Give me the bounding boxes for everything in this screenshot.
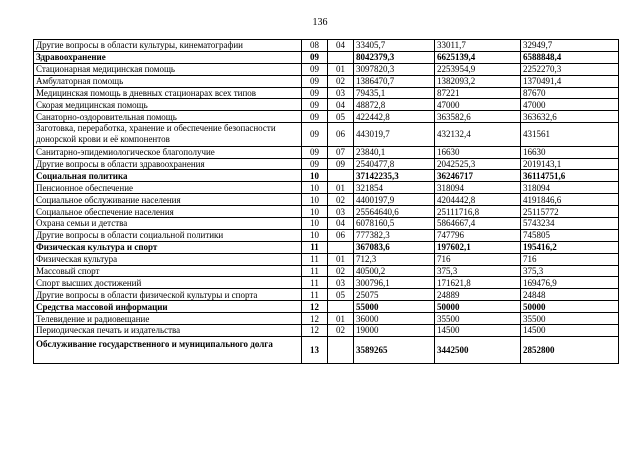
row-value-3: 431561 [521, 123, 619, 146]
row-chapter-code: 09 [302, 63, 328, 75]
row-subsection-code: 03 [328, 277, 354, 289]
row-value-2: 35500 [435, 313, 521, 325]
row-chapter-code: 08 [302, 40, 328, 52]
row-subsection-code: 02 [328, 265, 354, 277]
row-chapter-code: 11 [302, 265, 328, 277]
row-subsection-code: 03 [328, 87, 354, 99]
table-row [34, 75, 619, 87]
row-value-1: 55000 [354, 301, 435, 313]
row-value-2: 171621,8 [435, 277, 521, 289]
table-row [34, 194, 619, 206]
row-chapter-code: 11 [302, 289, 328, 301]
row-value-2: 25111716,8 [435, 206, 521, 218]
row-value-1: 19000 [354, 324, 435, 336]
table-row [34, 241, 619, 253]
row-value-2: 432132,4 [435, 123, 521, 146]
row-chapter-code: 09 [302, 111, 328, 123]
row-chapter-code: 09 [302, 158, 328, 170]
row-name: Стационарная медицинская помощь [34, 63, 302, 75]
table-row [34, 324, 619, 336]
row-subsection-code: 02 [328, 194, 354, 206]
row-name: Средства массовой информации [34, 301, 302, 313]
row-subsection-code: 03 [328, 206, 354, 218]
row-chapter-code: 10 [302, 194, 328, 206]
row-value-3: 745805 [521, 229, 619, 241]
row-value-1: 40500,2 [354, 265, 435, 277]
table-row [34, 229, 619, 241]
table-row [34, 301, 619, 313]
row-value-3: 25115772 [521, 206, 619, 218]
row-value-3: 35500 [521, 313, 619, 325]
row-value-2: 87221 [435, 87, 521, 99]
row-chapter-code: 11 [302, 253, 328, 265]
row-value-3: 24848 [521, 289, 619, 301]
table-row [34, 123, 619, 146]
row-value-2: 24889 [435, 289, 521, 301]
row-name: Охрана семьи и детства [34, 217, 302, 229]
row-chapter-code: 11 [302, 241, 328, 253]
row-value-1: 712,3 [354, 253, 435, 265]
row-value-1: 6078160,5 [354, 217, 435, 229]
table-row [34, 146, 619, 158]
row-value-3: 50000 [521, 301, 619, 313]
table-row [34, 158, 619, 170]
table-row [34, 217, 619, 229]
row-subsection-code: 02 [328, 75, 354, 87]
row-value-2: 4204442,8 [435, 194, 521, 206]
row-name: Социальная политика [34, 170, 302, 182]
row-value-3: 318094 [521, 182, 619, 194]
row-name: Социальное обеспечение населения [34, 206, 302, 218]
row-subsection-code: 09 [328, 158, 354, 170]
row-value-3: 5743234 [521, 217, 619, 229]
row-chapter-code: 10 [302, 182, 328, 194]
table-row [34, 99, 619, 111]
row-value-1: 443019,7 [354, 123, 435, 146]
row-chapter-code: 09 [302, 51, 328, 63]
row-value-2: 33011,7 [435, 40, 521, 52]
table-row [34, 277, 619, 289]
row-value-2: 2253954,9 [435, 63, 521, 75]
row-name: Физическая культура и спорт [34, 241, 302, 253]
page-number: 136 [312, 17, 328, 28]
row-chapter-code: 11 [302, 277, 328, 289]
row-chapter-code: 09 [302, 75, 328, 87]
row-value-1: 8042379,3 [354, 51, 435, 63]
row-chapter-code: 13 [302, 336, 328, 363]
row-value-3: 6588848,4 [521, 51, 619, 63]
row-value-3: 87670 [521, 87, 619, 99]
row-chapter-code: 12 [302, 324, 328, 336]
row-value-3: 2252270,3 [521, 63, 619, 75]
row-value-3: 195416,2 [521, 241, 619, 253]
row-chapter-code: 09 [302, 146, 328, 158]
row-value-3: 2019143,1 [521, 158, 619, 170]
table-row [34, 336, 619, 363]
row-name: Телевидение и радиовещание [34, 313, 302, 325]
row-value-1: 79435,1 [354, 87, 435, 99]
row-name: Здравоохранение [34, 51, 302, 63]
row-chapter-code: 12 [302, 301, 328, 313]
row-value-3: 36114751,6 [521, 170, 619, 182]
row-value-2: 5864667,4 [435, 217, 521, 229]
row-value-3: 47000 [521, 99, 619, 111]
table-row [34, 313, 619, 325]
row-value-2: 47000 [435, 99, 521, 111]
row-chapter-code: 10 [302, 229, 328, 241]
row-chapter-code: 10 [302, 170, 328, 182]
row-value-1: 36000 [354, 313, 435, 325]
row-subsection-code: 06 [328, 123, 354, 146]
row-value-2: 1382093,2 [435, 75, 521, 87]
table-row [34, 170, 619, 182]
row-value-2: 197602,1 [435, 241, 521, 253]
row-chapter-code: 09 [302, 99, 328, 111]
row-chapter-code: 09 [302, 87, 328, 99]
row-subsection-code: 01 [328, 182, 354, 194]
table-row [34, 206, 619, 218]
row-value-1: 300796,1 [354, 277, 435, 289]
row-value-2: 6625139,4 [435, 51, 521, 63]
row-name: Социальное обслуживание населения [34, 194, 302, 206]
row-name: Санитарно-эпидемиологическое благополучие [34, 146, 302, 158]
row-value-1: 3589265 [354, 336, 435, 363]
row-name: Другие вопросы в области культуры, кинематографии [34, 40, 302, 52]
row-value-1: 367083,6 [354, 241, 435, 253]
row-subsection-code [328, 51, 354, 63]
row-value-3: 169476,9 [521, 277, 619, 289]
row-chapter-code: 12 [302, 313, 328, 325]
row-name: Массовый спорт [34, 265, 302, 277]
row-name: Другие вопросы в области социальной политики [34, 229, 302, 241]
row-subsection-code [328, 336, 354, 363]
row-value-1: 48872,8 [354, 99, 435, 111]
row-name: Периодическая печать и издательства [34, 324, 302, 336]
row-name: Заготовка, переработка, хранение и обеспечение безопасности донорской крови и её компонентов [34, 123, 302, 146]
table-row [34, 87, 619, 99]
row-name: Скорая медицинская помощь [34, 99, 302, 111]
row-chapter-code: 10 [302, 217, 328, 229]
row-value-2: 747796 [435, 229, 521, 241]
row-subsection-code: 04 [328, 40, 354, 52]
row-name: Физическая культура [34, 253, 302, 265]
row-subsection-code: 04 [328, 99, 354, 111]
row-value-2: 3442500 [435, 336, 521, 363]
table-row [34, 289, 619, 301]
row-value-3: 363632,6 [521, 111, 619, 123]
row-subsection-code: 07 [328, 146, 354, 158]
table-row [34, 253, 619, 265]
row-value-2: 375,3 [435, 265, 521, 277]
row-value-1: 422442,8 [354, 111, 435, 123]
row-value-3: 4191846,6 [521, 194, 619, 206]
row-name: Спорт высших достижений [34, 277, 302, 289]
row-value-2: 716 [435, 253, 521, 265]
row-subsection-code: 05 [328, 111, 354, 123]
row-value-1: 25564640,6 [354, 206, 435, 218]
budget-table-body [34, 40, 619, 364]
row-subsection-code: 01 [328, 313, 354, 325]
row-value-3: 375,3 [521, 265, 619, 277]
row-value-2: 363582,6 [435, 111, 521, 123]
row-value-1: 321854 [354, 182, 435, 194]
table-row [34, 63, 619, 75]
row-value-2: 2042525,3 [435, 158, 521, 170]
table-row [34, 265, 619, 277]
row-subsection-code: 06 [328, 229, 354, 241]
row-subsection-code [328, 241, 354, 253]
row-value-2: 50000 [435, 301, 521, 313]
row-name: Другие вопросы в области физической культуры и спорта [34, 289, 302, 301]
row-name: Пенсионное обеспечение [34, 182, 302, 194]
row-value-1: 25075 [354, 289, 435, 301]
row-value-3: 14500 [521, 324, 619, 336]
budget-table [33, 39, 619, 364]
row-subsection-code: 01 [328, 253, 354, 265]
row-name: Амбулаторная помощь [34, 75, 302, 87]
row-value-1: 1386470,7 [354, 75, 435, 87]
row-value-2: 318094 [435, 182, 521, 194]
row-value-3: 1370491,4 [521, 75, 619, 87]
row-subsection-code: 05 [328, 289, 354, 301]
row-subsection-code: 01 [328, 63, 354, 75]
row-chapter-code: 09 [302, 123, 328, 146]
row-value-1: 777382,3 [354, 229, 435, 241]
row-subsection-code [328, 301, 354, 313]
row-name: Обслуживание государственного и муниципального долга [34, 336, 302, 363]
row-value-2: 36246717 [435, 170, 521, 182]
row-value-1: 23840,1 [354, 146, 435, 158]
row-value-2: 14500 [435, 324, 521, 336]
row-name: Санаторно-оздоровительная помощь [34, 111, 302, 123]
row-value-1: 2540477,8 [354, 158, 435, 170]
row-subsection-code [328, 170, 354, 182]
row-value-3: 32949,7 [521, 40, 619, 52]
row-subsection-code: 02 [328, 324, 354, 336]
row-value-1: 33405,7 [354, 40, 435, 52]
row-value-1: 37142235,3 [354, 170, 435, 182]
row-value-1: 3097820,3 [354, 63, 435, 75]
table-row [34, 51, 619, 63]
table-row [34, 40, 619, 52]
row-value-3: 16630 [521, 146, 619, 158]
row-value-3: 2852800 [521, 336, 619, 363]
row-value-2: 16630 [435, 146, 521, 158]
row-subsection-code: 04 [328, 217, 354, 229]
row-name: Медицинская помощь в дневных стационарах всех типов [34, 87, 302, 99]
row-value-3: 716 [521, 253, 619, 265]
row-chapter-code: 10 [302, 206, 328, 218]
row-name: Другие вопросы в области здравоохранения [34, 158, 302, 170]
row-value-1: 4400197,9 [354, 194, 435, 206]
table-row [34, 111, 619, 123]
table-row [34, 182, 619, 194]
